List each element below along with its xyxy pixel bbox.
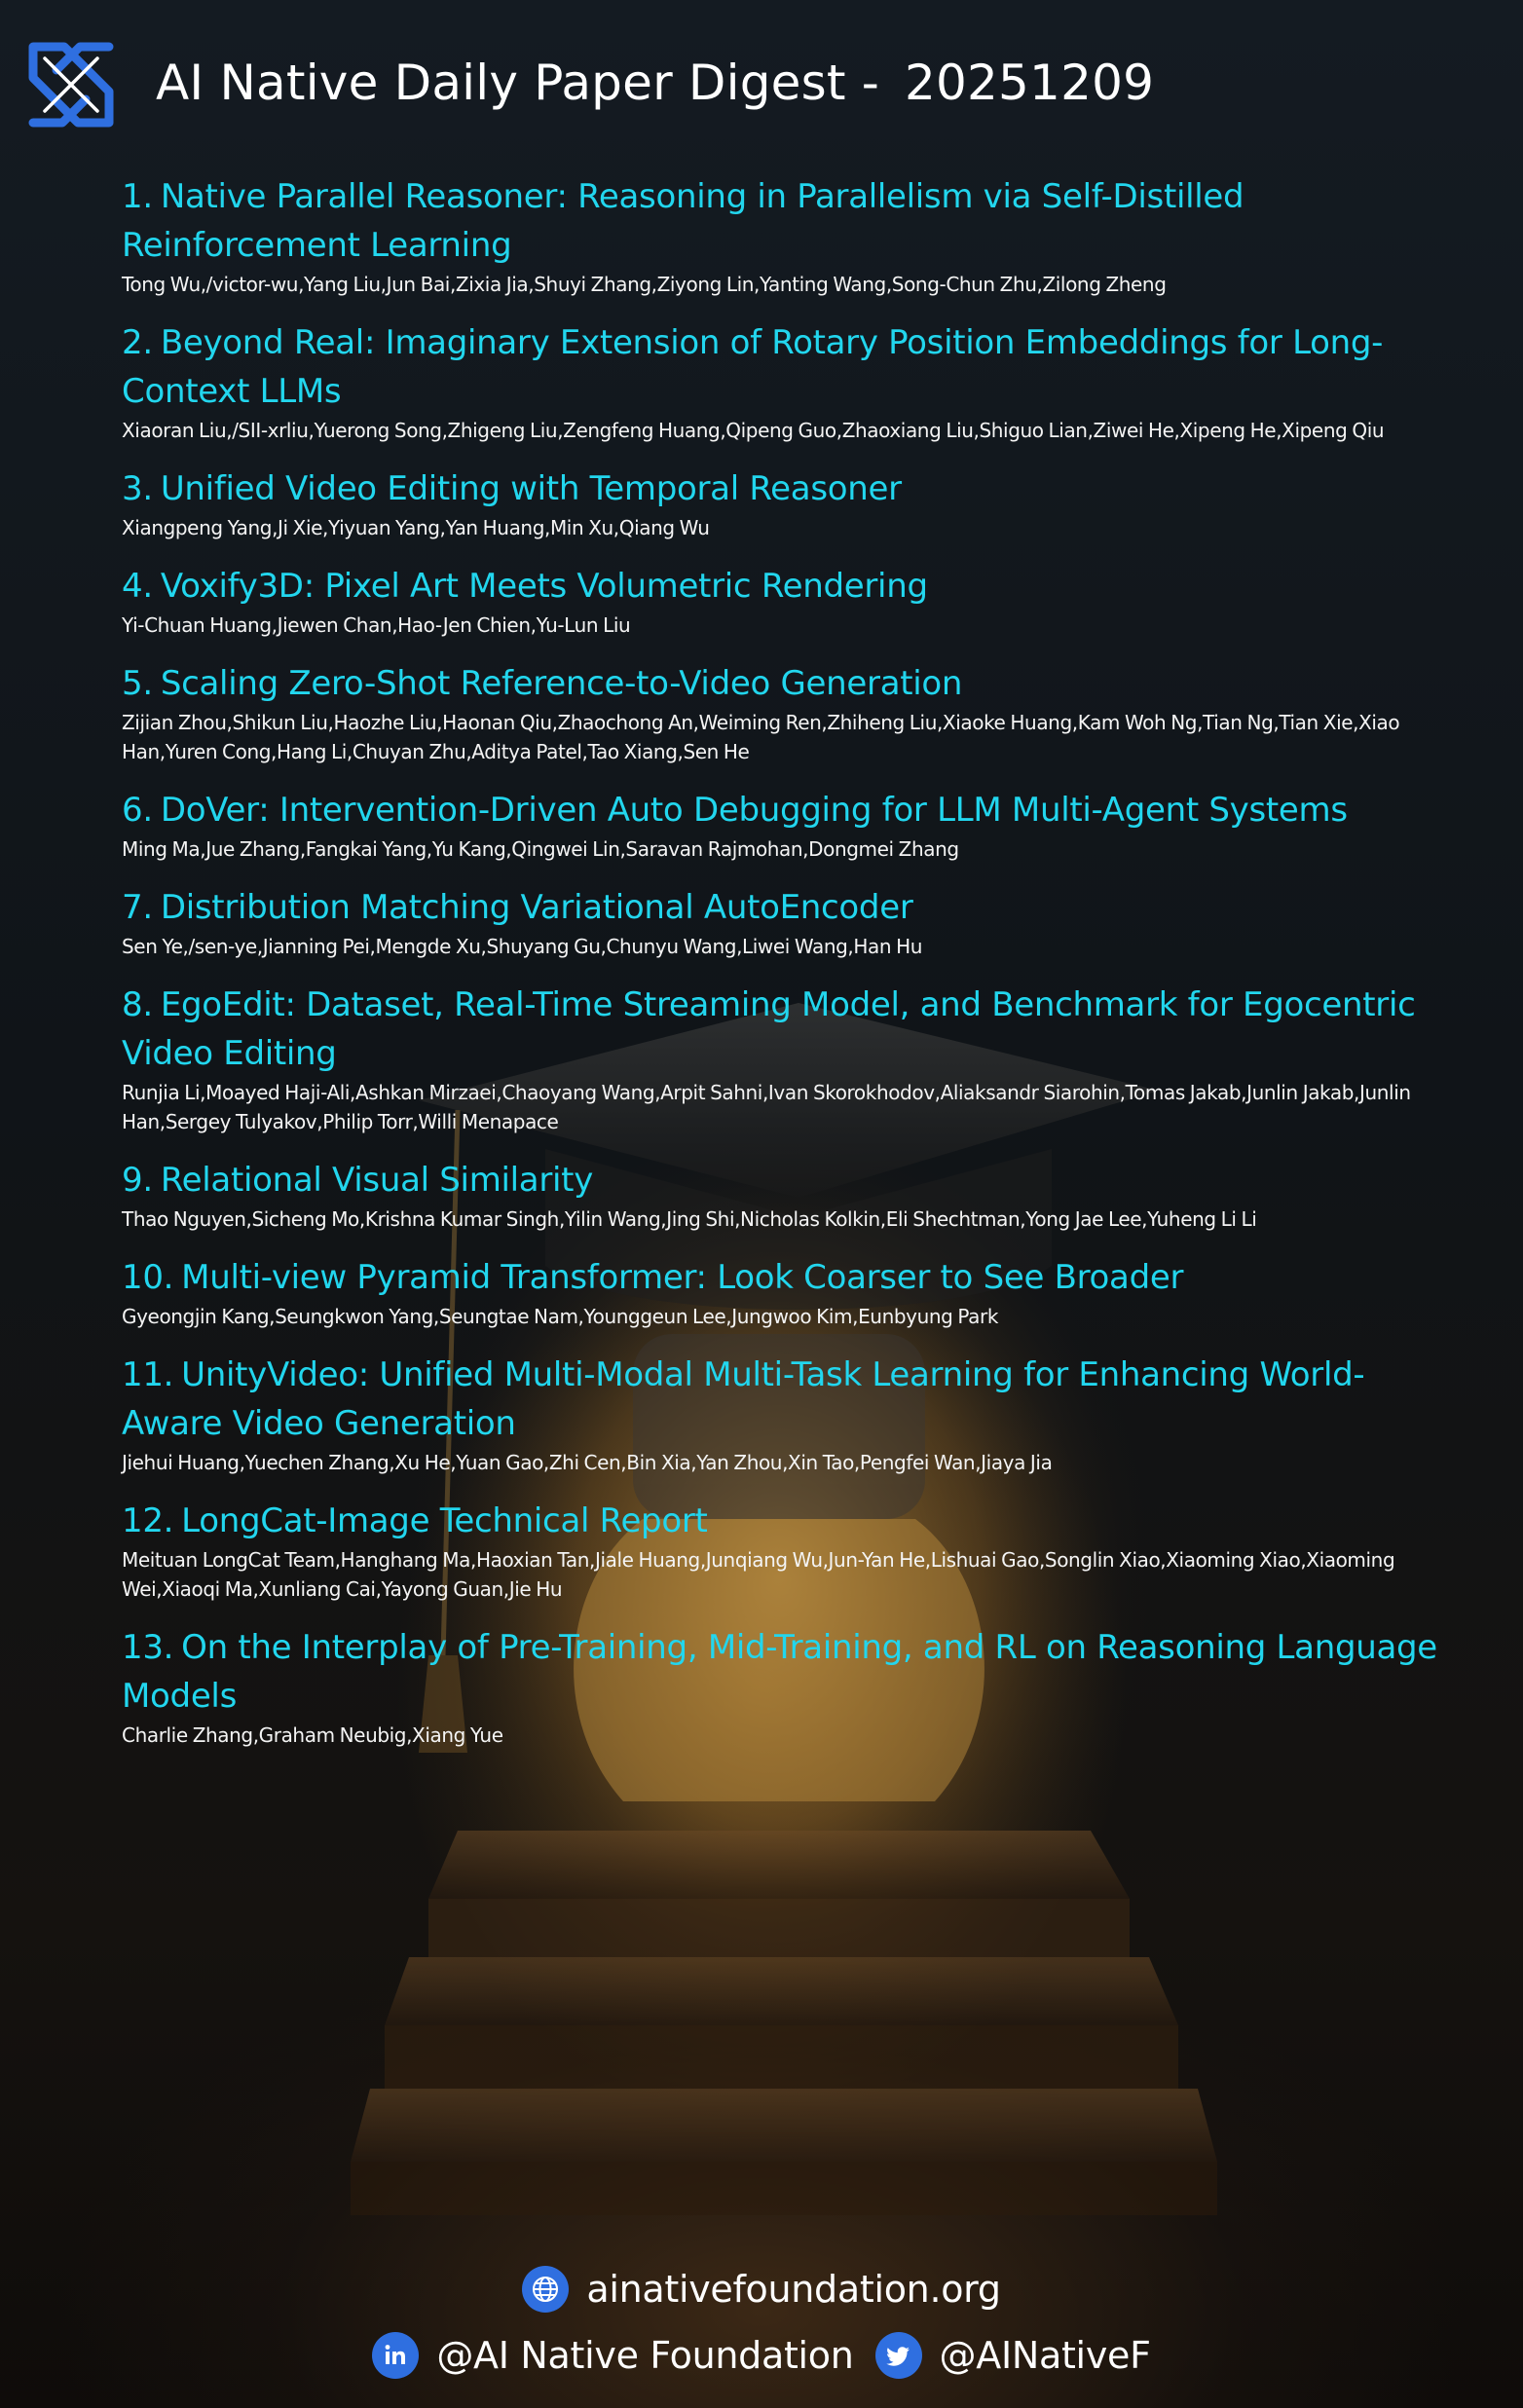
paper-authors: Jiehui Huang,Yuechen Zhang,Xu He,Yuan Gao,Zhi Cen,Bin Xia,Yan Zhou,Xin Tao,Pengfei Wan,Jiaya Jia	[122, 1451, 1053, 1474]
paper-authors: Xiaoran Liu,/SII-xrliu,Yuerong Song,Zhigeng Liu,Zengfeng Huang,Qipeng Guo,Zhaoxiang Liu,Shiguo Lian,Ziwei He,Xipeng He,Xipeng Qiu	[122, 419, 1385, 442]
paper-title-text: Distribution Matching Variational AutoEncoder	[160, 888, 913, 927]
paper-number: 12.	[122, 1501, 174, 1540]
paper-item	[122, 464, 1464, 542]
paper-title-text: LongCat-Image Technical Report	[181, 1501, 708, 1540]
paper-title-link[interactable]	[122, 562, 1464, 611]
paper-title-text: Beyond Real: Imaginary Extension of Rotary Position Embeddings for Long-Context LLMs	[122, 323, 1384, 411]
paper-number: 4.	[122, 567, 153, 606]
paper-number: 11.	[122, 1355, 174, 1394]
ai-native-logo-icon	[23, 35, 121, 132]
paper-item	[122, 562, 1464, 640]
paper-title-text: Voxify3D: Pixel Art Meets Volumetric Rendering	[160, 567, 928, 606]
paper-title-text: DoVer: Intervention-Driven Auto Debugging for LLM Multi-Agent Systems	[160, 791, 1348, 830]
digest-date: 20251209	[905, 55, 1155, 111]
paper-title-text: On the Interplay of Pre-Training, Mid-Training, and RL on Reasoning Language Models	[122, 1628, 1437, 1716]
paper-title-link[interactable]	[122, 1253, 1464, 1302]
paper-authors: Tong Wu,/victor-wu,Yang Liu,Jun Bai,Zixia Jia,Shuyi Zhang,Ziyong Lin,Yanting Wang,Song-Chun Zhu,Zilong Zheng	[122, 273, 1167, 296]
paper-title-link[interactable]	[122, 1497, 1464, 1545]
paper-item	[122, 1156, 1464, 1234]
paper-title-link[interactable]	[122, 318, 1464, 416]
twitter-handle[interactable]: @AINativeF	[939, 2334, 1151, 2377]
paper-title-link[interactable]	[122, 659, 1464, 708]
paper-item	[122, 318, 1464, 445]
paper-number: 1.	[122, 177, 153, 216]
website-link[interactable]	[0, 2262, 1523, 2316]
linkedin-icon[interactable]	[372, 2332, 419, 2379]
paper-title-link[interactable]	[122, 1156, 1464, 1204]
paper-authors: Meituan LongCat Team,Hanghang Ma,Haoxian Tan,Jiale Huang,Junqiang Wu,Jun-Yan He,Lishuai Gao,Songlin Xiao,Xiaoming Xiao,Xiaoming Wei,Xiaoqi Ma,Xunliang Cai,Yayong Guan,Jie Hu	[122, 1548, 1395, 1601]
paper-authors: Yi-Chuan Huang,Jiewen Chan,Hao-Jen Chien,Yu-Lun Liu	[122, 613, 631, 637]
website-text: ainativefoundation.org	[586, 2268, 1001, 2311]
header	[0, 0, 1523, 166]
paper-title-text: Scaling Zero-Shot Reference-to-Video Generation	[160, 664, 963, 703]
paper-title-link[interactable]	[122, 1623, 1464, 1721]
paper-number: 8.	[122, 985, 153, 1024]
paper-title-text: Multi-view Pyramid Transformer: Look Coarser to See Broader	[181, 1258, 1184, 1297]
paper-title-link[interactable]	[122, 464, 1464, 513]
paper-title-link[interactable]	[122, 1351, 1464, 1448]
paper-number: 7.	[122, 888, 153, 927]
paper-number: 10.	[122, 1258, 174, 1297]
paper-list	[122, 172, 1464, 1769]
twitter-icon[interactable]	[875, 2332, 922, 2379]
paper-title-link[interactable]	[122, 883, 1464, 932]
paper-authors: Sen Ye,/sen-ye,Jianning Pei,Mengde Xu,Shuyang Gu,Chunyu Wang,Liwei Wang,Han Hu	[122, 935, 923, 958]
paper-item	[122, 786, 1464, 864]
paper-authors: Charlie Zhang,Graham Neubig,Xiang Yue	[122, 1723, 503, 1747]
paper-authors: Zijian Zhou,Shikun Liu,Haozhe Liu,Haonan Qiu,Zhaochong An,Weiming Ren,Zhiheng Liu,Xiaoke Huang,Kam Woh Ng,Tian Ng,Tian Xie,Xiao Han,Yuren Cong,Hang Li,Chuyan Zhu,Aditya Patel,Tao Xiang,Sen He	[122, 711, 1400, 763]
paper-title-text: Native Parallel Reasoner: Reasoning in Parallelism via Self-Distilled Reinforcement Learning	[122, 177, 1244, 265]
linkedin-handle[interactable]: @AI Native Foundation	[436, 2334, 854, 2377]
paper-number: 3.	[122, 469, 153, 508]
paper-authors: Thao Nguyen,Sicheng Mo,Krishna Kumar Singh,Yilin Wang,Jing Shi,Nicholas Kolkin,Eli Shechtman,Yong Jae Lee,Yuheng Li Li	[122, 1207, 1257, 1231]
paper-title-text: UnityVideo: Unified Multi-Modal Multi-Task Learning for Enhancing World-Aware Video Generation	[122, 1355, 1365, 1443]
paper-item	[122, 172, 1464, 299]
paper-number: 2.	[122, 323, 153, 362]
paper-number: 13.	[122, 1628, 174, 1667]
paper-item	[122, 1623, 1464, 1750]
paper-item	[122, 883, 1464, 961]
social-links	[0, 2328, 1523, 2383]
paper-authors: Xiangpeng Yang,Ji Xie,Yiyuan Yang,Yan Huang,Min Xu,Qiang Wu	[122, 516, 710, 539]
paper-number: 6.	[122, 791, 153, 830]
globe-icon	[522, 2266, 569, 2313]
paper-item	[122, 1497, 1464, 1604]
title-text: AI Native Daily Paper Digest -	[156, 55, 880, 111]
paper-item	[122, 1351, 1464, 1477]
paper-title-link[interactable]	[122, 172, 1464, 270]
paper-item	[122, 659, 1464, 766]
paper-item	[122, 981, 1464, 1136]
paper-number: 9.	[122, 1161, 153, 1200]
paper-authors: Ming Ma,Jue Zhang,Fangkai Yang,Yu Kang,Qingwei Lin,Saravan Rajmohan,Dongmei Zhang	[122, 837, 959, 861]
paper-authors: Gyeongjin Kang,Seungkwon Yang,Seungtae Nam,Younggeun Lee,Jungwoo Kim,Eunbyung Park	[122, 1305, 999, 1328]
paper-title-link[interactable]	[122, 786, 1464, 834]
paper-number: 5.	[122, 664, 153, 703]
page-title	[156, 51, 1154, 115]
paper-title-link[interactable]	[122, 981, 1464, 1078]
footer	[0, 2244, 1523, 2408]
paper-title-text: Relational Visual Similarity	[160, 1161, 594, 1200]
paper-item	[122, 1253, 1464, 1331]
paper-title-text: Unified Video Editing with Temporal Reasoner	[160, 469, 902, 508]
paper-authors: Runjia Li,Moayed Haji-Ali,Ashkan Mirzaei,Chaoyang Wang,Arpit Sahni,Ivan Skorokhodov,Aliaksandr Siarohin,Tomas Jakab,Junlin Jakab,Junlin Han,Sergey Tulyakov,Philip Torr,Willi Menapace	[122, 1081, 1411, 1133]
paper-title-text: EgoEdit: Dataset, Real-Time Streaming Model, and Benchmark for Egocentric Video Editing	[122, 985, 1416, 1073]
